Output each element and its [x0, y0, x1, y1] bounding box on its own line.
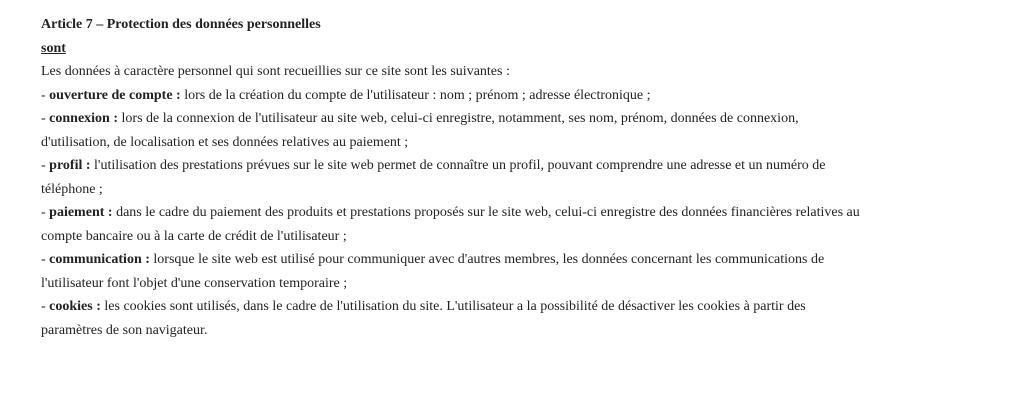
list-item-communication-continuation: l'utilisateur font l'objet d'une conservation temporaire ; [41, 275, 348, 291]
item-prefix: - [41, 252, 50, 267]
item-term: paiement : [49, 205, 113, 220]
item-term: cookies : [49, 299, 101, 314]
list-item-cookies-continuation: paramètres de son navigateur. [41, 322, 208, 338]
list-item-paiement-continuation: compte bancaire ou à la carte de crédit de l'utilisateur ; [41, 228, 347, 244]
item-text: dans le cadre du paiement des produits et prestations proposés sur le site web, celui-ci enregistre des données financières relatives au [112, 205, 860, 220]
article-title: Article 7 – Protection des données personnelles [41, 17, 321, 32]
list-item-profil [41, 154, 1001, 178]
item-text: les cookies sont utilisés, dans le cadre de l'utilisation du site. L'utilisateur a la possibilité de désactiver les cookies à partir des [100, 299, 806, 314]
item-term: connexion : [49, 111, 119, 126]
item-term: profil : [49, 158, 91, 173]
item-text: l'utilisation des prestations prévues sur le site web permet de connaître un profil, pouvant comprendre une adresse et un numéro de [90, 158, 826, 173]
item-prefix: - [41, 205, 50, 220]
list-item-paiement [41, 201, 1001, 225]
item-prefix: - [41, 111, 50, 126]
list-item-connexion-continuation: d'utilisation, de localisation et ses données relatives au paiement ; [41, 134, 409, 150]
item-text: lorsque le site web est utilisé pour communiquer avec d'autres membres, les données concernant les communications de [149, 252, 825, 267]
item-prefix: - [41, 299, 50, 314]
article-subtitle: sont [41, 40, 66, 56]
item-term: ouverture de compte : [49, 87, 181, 103]
item-prefix: - [41, 87, 50, 103]
list-item-profil-continuation: téléphone ; [41, 181, 103, 197]
intro-paragraph: Les données à caractère personnel qui sont recueillies sur ce site sont les suivantes : [41, 64, 510, 79]
list-item-ouverture-de-compte [41, 84, 1001, 108]
subtitle-line [41, 37, 1001, 61]
item-text: lors de la création du compte de l'utilisateur : nom ; prénom ; adresse électronique ; [180, 87, 651, 103]
item-term: communication : [49, 252, 150, 267]
list-item-connexion [41, 107, 1001, 131]
item-text: lors de la connexion de l'utilisateur au site web, celui-ci enregistre, notamment, ses nom, prénom, données de connexion, [118, 111, 799, 126]
list-item-cookies [41, 295, 1001, 319]
item-prefix: - [41, 158, 50, 173]
list-item-communication [41, 248, 1001, 272]
